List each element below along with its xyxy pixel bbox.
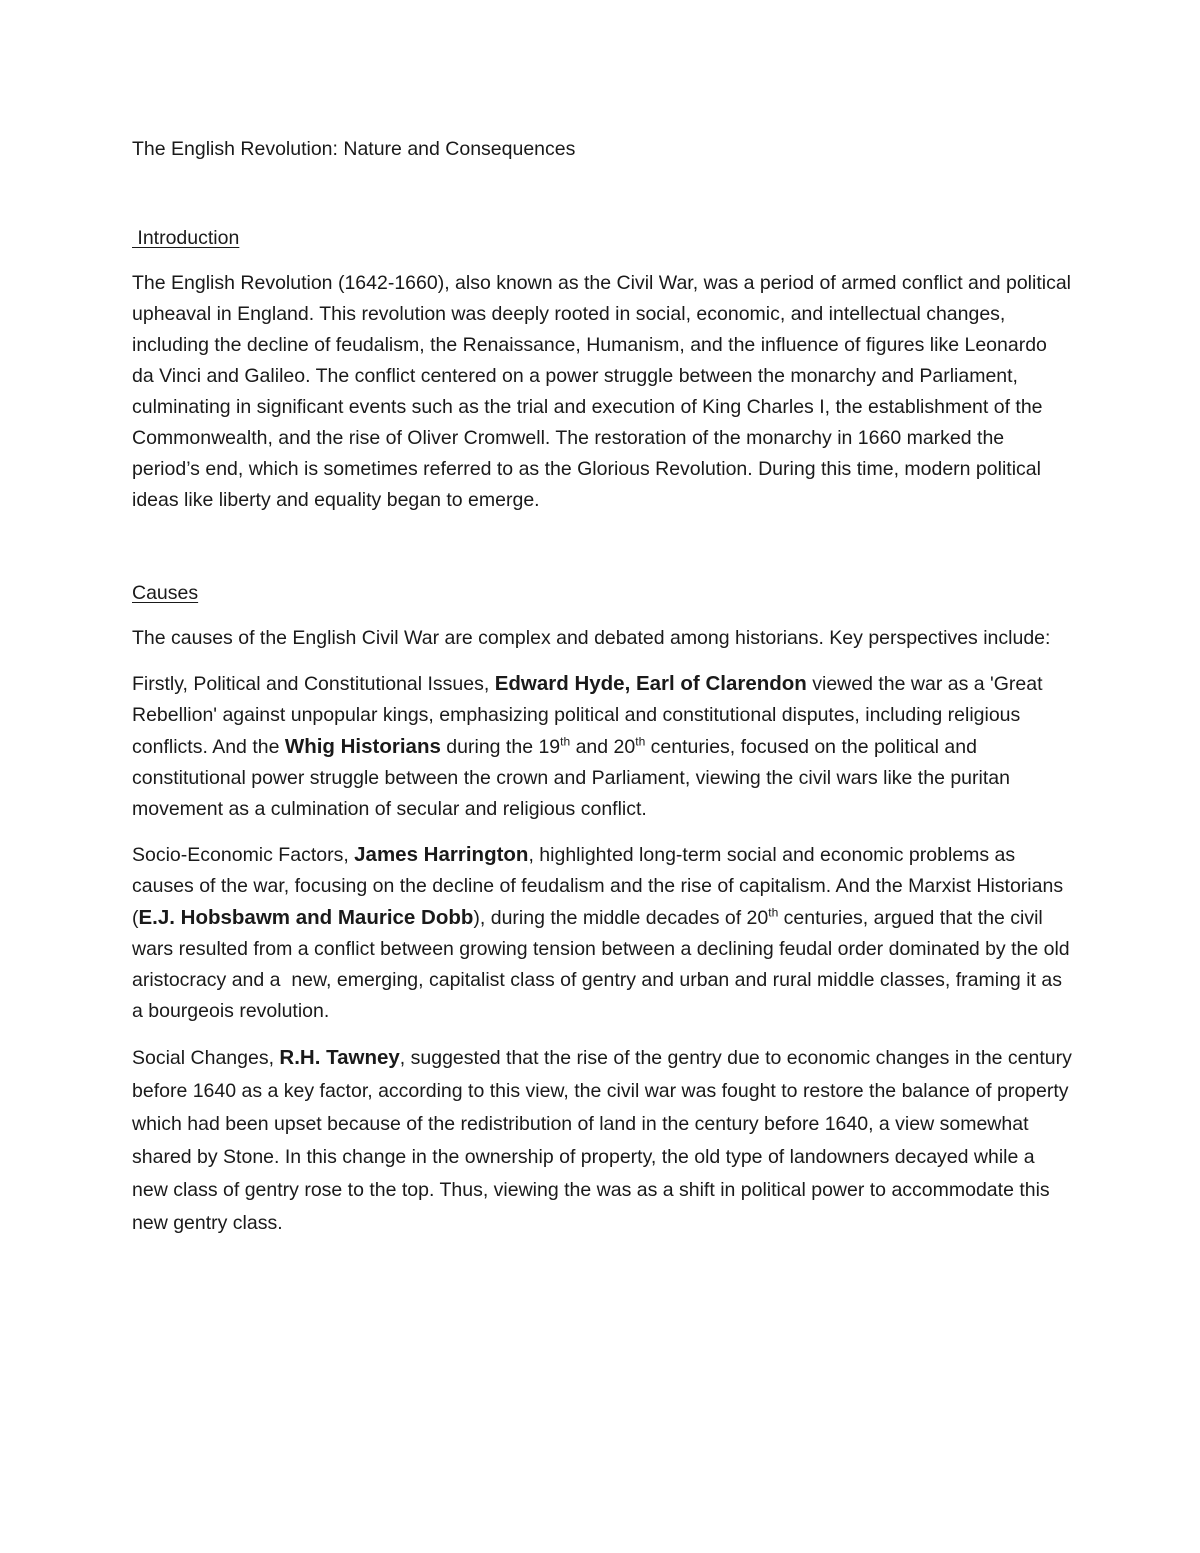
- text-segment: Socio-Economic Factors,: [132, 844, 355, 866]
- ordinal-suffix: th: [768, 905, 779, 920]
- section-heading-causes: Causes: [132, 582, 199, 604]
- historian-name: Whig Historians: [284, 735, 441, 758]
- historian-name: James Harrington: [354, 843, 529, 866]
- text-segment: centuries, argued that the civil wars resulted from a conflict between growing tension between a declining feudal order dominated by the old aristocracy and a new, emerging, capitalist class of gentry and urban and rural middle classes, framing it as a bourgeois revolution.: [132, 907, 1076, 1022]
- text-segment: ), during the middle decades of 20: [473, 907, 769, 929]
- text-segment: Firstly, Political and Constitutional Issues,: [132, 673, 495, 695]
- text-segment: , suggested that the rise of the gentry due to economic changes in the century before 1640 as a key factor, according to this view, the civil war was fought to restore the balance of property which had been upset because of the redistribution of land in the century before 1640, a view somewhat shared by Stone. In this change in the ownership of property, the old type of landowners decayed while a new class of gentry rose to the top. Thus, viewing the was as a shift in political power to accommodate this new gentry class.: [132, 1047, 1072, 1234]
- text-segment: centuries, focused on the political and constitutional power struggle between the crown and Parliament, viewing the civil wars like the puritan movement as a culmination of secular and religious conflict.: [132, 736, 1010, 820]
- section-heading-introduction: Introduction: [132, 227, 240, 249]
- text-segment: , highlighted long-term social and economic problems as causes of the war, focusing on the decline of feudalism and the rise of capitalism. And the Marxist Historians (: [132, 844, 1064, 929]
- causes-political-paragraph: [132, 668, 1072, 825]
- historian-name: E.J. Hobsbawm and Maurice Dobb: [138, 906, 474, 929]
- document-page: [132, 134, 1076, 1254]
- historian-name: R.H. Tawney: [279, 1046, 400, 1069]
- introduction-paragraph: The English Revolution (1642-1660), also known as the Civil War, was a period of armed conflict and political upheaval in England. This revolution was deeply rooted in social, economic, and intellectual changes, including the decline of feudalism, the Renaissance, Humanism, and the influence of figures like Leonardo da Vinci and Galileo. The conflict centered on a power struggle between the monarchy and Parliament, culminating in significant events such as the trial and execution of King Charles I, the establishment of the Commonwealth, and the rise of Oliver Cromwell. The restoration of the monarchy in 1660 marked the period’s end, which is sometimes referred to as the Glorious Revolution. During this time, modern political ideas like liberty and equality began to emerge.: [132, 272, 1072, 511]
- causes-intro-paragraph: The causes of the English Civil War are complex and debated among historians. Key perspectives include:: [132, 627, 1051, 649]
- text-segment: and 20: [570, 736, 636, 758]
- document-title: The English Revolution: Nature and Consequences: [132, 138, 576, 160]
- ordinal-suffix: th: [560, 734, 571, 749]
- historian-name: Edward Hyde, Earl of Clarendon: [494, 672, 807, 695]
- causes-socioeconomic-paragraph: [132, 839, 1076, 1027]
- causes-social-paragraph: [132, 1041, 1072, 1240]
- text-segment: Social Changes,: [132, 1047, 280, 1069]
- text-segment: during the 19: [440, 736, 561, 758]
- ordinal-suffix: th: [635, 734, 646, 749]
- text-segment: viewed the war as a 'Great Rebellion' against unpopular kings, emphasizing political and constitutional disputes, including religious conflicts. And the: [132, 673, 1043, 758]
